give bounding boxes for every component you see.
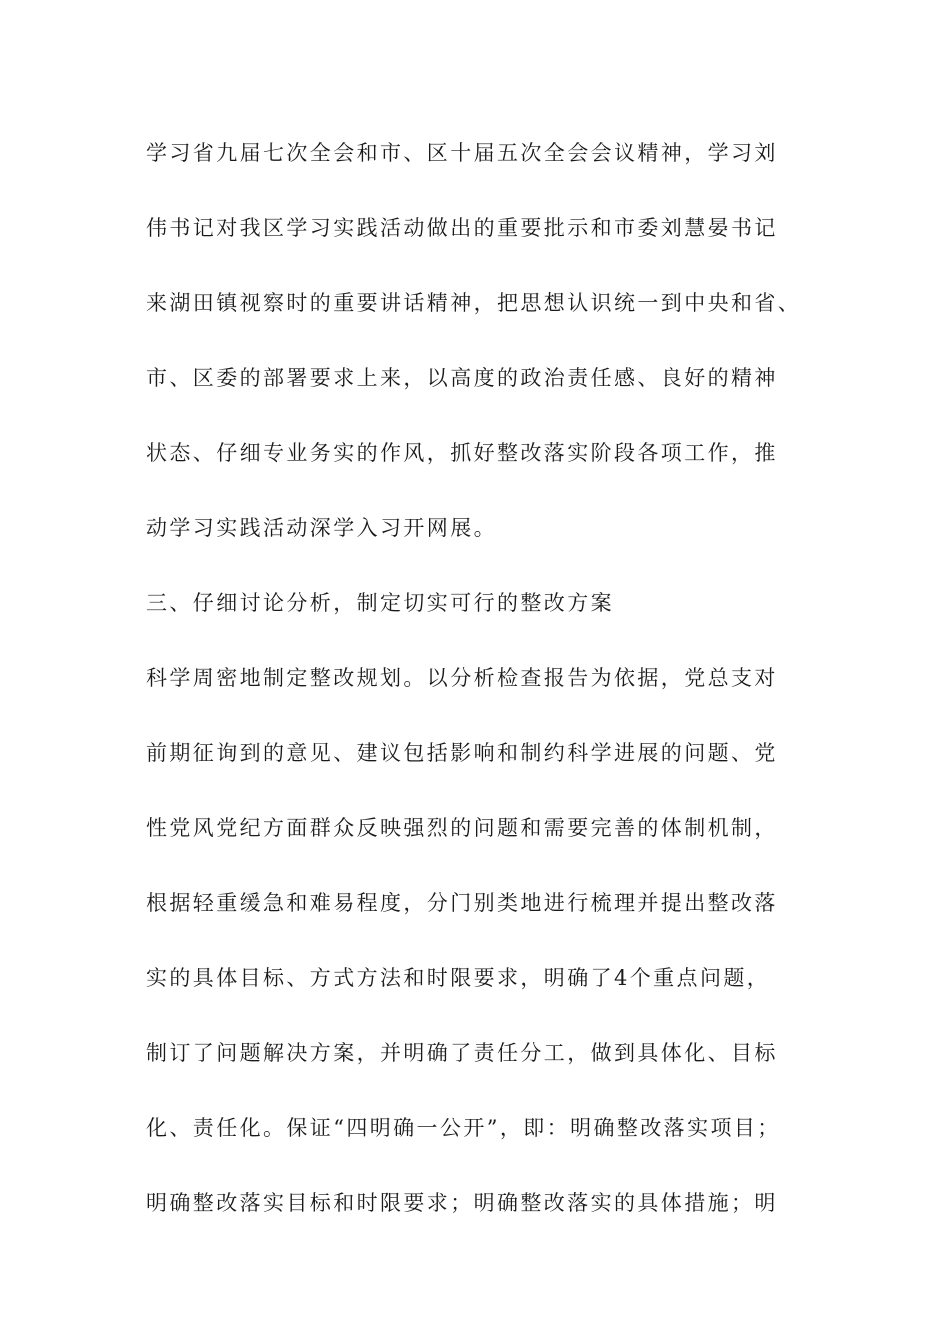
text-line: 实的具体目标、方式方法和时限要求，明确了4个重点问题， (146, 966, 771, 990)
text-line: 制订了问题解决方案，并明确了责任分工，做到具体化、目标 (146, 1041, 778, 1065)
text-line: 状态、仔细专业务实的作风，抓好整改落实阶段各项工作，推 (146, 441, 778, 465)
text-line: 化、责任化。保证“四明确一公开”，即：明确整改落实项目； (146, 1116, 781, 1140)
text-line: 市、区委的部署要求上来，以高度的政治责任感、良好的精神 (146, 366, 778, 390)
section-heading: 三、仔细讨论分析，制定切实可行的整改方案 (146, 591, 614, 615)
text-line: 伟书记对我区学习实践活动做出的重要批示和市委刘慧晏书记 (146, 216, 778, 240)
text-line: 前期征询到的意见、建议包括影响和制约科学进展的问题、党 (146, 741, 778, 765)
text-line: 动学习实践活动深学入习开网展。 (146, 516, 497, 540)
document-body (146, 132, 846, 1257)
text-line: 学习省九届七次全会和市、区十届五次全会会议精神，学习刘 (146, 141, 778, 165)
text-line: 明确整改落实目标和时限要求；明确整改落实的具体措施；明 (146, 1191, 778, 1215)
text-line: 性党风党纪方面群众反映强烈的问题和需要完善的体制机制， (146, 816, 778, 840)
text-line: 来湖田镇视察时的重要讲话精神，把思想认识统一到中央和省、 (146, 291, 802, 315)
text-line: 根据轻重缓急和难易程度，分门别类地进行梳理并提出整改落 (146, 891, 778, 915)
text-line: 科学周密地制定整改规划。以分析检查报告为依据，党总支对 (146, 666, 778, 690)
